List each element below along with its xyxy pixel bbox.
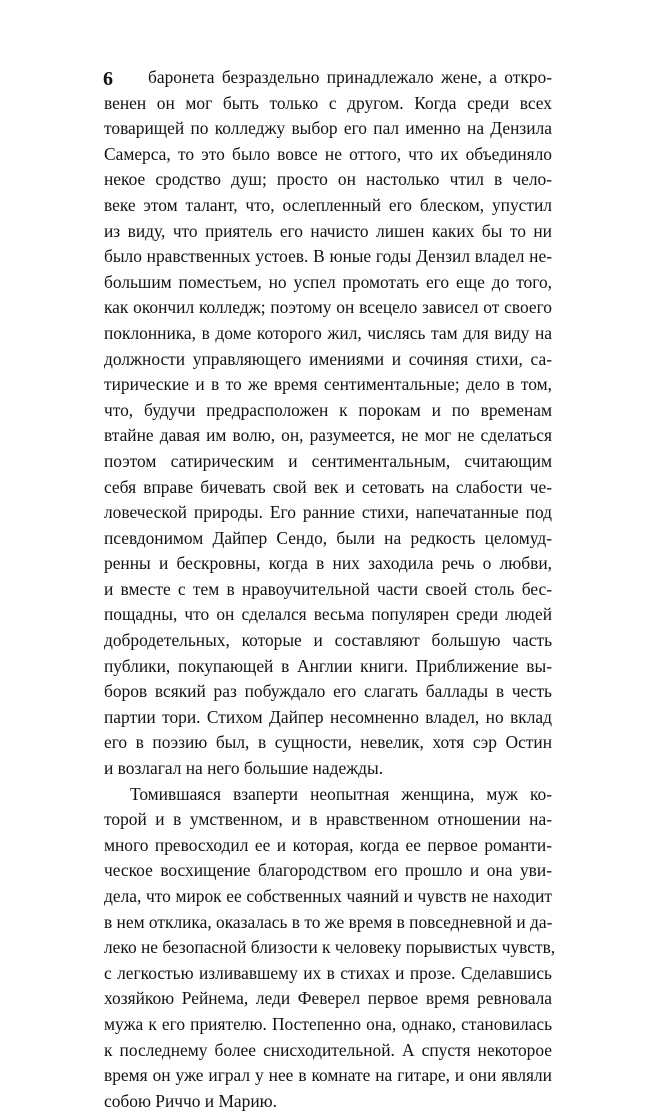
text-line: торой и в умственном, и в нравственном отношении на- (104, 809, 552, 830)
text-line: публики, покупающей в Англии книги. Приближение вы- (104, 655, 552, 676)
text-line: баронета безраздельно принадлежало жене, а откро- (148, 67, 552, 87)
text-line: Томившаяся взаперти неопытная женщина, муж ко- (130, 783, 552, 804)
text-line: товарищей по колледжу выбор его пал именно на Дензила (104, 118, 552, 139)
text-line: из виду, что приятель его начисто лишен каких бы то ни (104, 220, 552, 241)
text-line: поэтом сатирическим и сентиментальным, считающим (104, 450, 552, 471)
text-line: и вместе с тем в нравоучительной части своей столь бес- (104, 578, 552, 599)
text-line: поклонника, в доме которого жил, числясь там для виду на (104, 322, 552, 343)
text-line: в нем отклика, оказалась в то же время в повседневной и да- (104, 911, 553, 932)
text-line: как окончил колледж; поэтому он всецело зависел от своего (104, 297, 552, 318)
text-line: время он уже играл у нее в комнате на гитаре, и они являли (104, 1065, 552, 1086)
text-line: себя вправе бичевать свой век и сетовать на слабости че- (104, 476, 552, 497)
text-line: ренны и бескровны, когда в них заходила речь о любви, (104, 553, 552, 574)
text-line: что, будучи предрасположен к порокам и по временам (104, 399, 552, 420)
text-line: с легкостью изливавшему их в стихах и прозе. Сделавшись (104, 962, 552, 983)
text-line: Самерса, то это было вовсе не оттого, что их объединяло (104, 143, 552, 164)
text-line: его в поэзию был, в сущности, невелик, хотя сэр Остин (104, 732, 552, 753)
text-line: веке этом талант, что, ослепленный его блеском, упустил (104, 194, 552, 215)
text-line: дела, что мирок ее собственных чаяний и чувств не находит (104, 886, 552, 906)
text-line: венен он мог быть только с другом. Когда среди всех (104, 92, 552, 113)
body-text (104, 65, 556, 1114)
text-line: большим поместьем, но успел промотать его еще до того, (104, 271, 552, 292)
text-line: мужа к его приятелю. Постепенно она, однако, становилась (104, 1013, 552, 1034)
text-line: леко не безопасной близости к человеку порывистых чувств, (104, 937, 556, 958)
text-line: и возлагал на него большие надежды. (104, 758, 384, 779)
text-line: втайне давая им волю, он, разумеется, не мог не сделаться (104, 425, 552, 446)
text-line: боров всякий раз побуждало его слагать баллады в честь (104, 681, 552, 702)
text-line: тирические и в то же время сентиментальные; дело в том, (104, 374, 552, 395)
text-line: псевдонимом Дайпер Сендо, были на редкость целомуд- (104, 527, 552, 548)
text-line: собою Риччо и Марию. (104, 1090, 277, 1111)
text-line: партии тори. Стихом Дайпер несомненно владел, но вклад (104, 706, 552, 727)
text-line: много превосходил ее и которая, когда ее первое романти- (104, 834, 552, 855)
text-line: некое сродство душ; просто он настолько чтил в чело- (104, 169, 552, 190)
text-line: ческое восхищение благородством его прошло и она уви- (104, 860, 552, 881)
text-line: к последнему более снисходительной. А спустя некоторое (104, 1039, 552, 1060)
text-line: добродетельных, которые и составляют большую часть (104, 630, 552, 651)
text-line: должности управляющего имениями и сочиняя стихи, са- (104, 348, 552, 369)
text-line: хозяйкою Рейнема, леди Феверел первое время ревновала (104, 988, 552, 1009)
text-line: пощадны, что он сделался весьма популярен среди людей (104, 604, 552, 625)
page-number: 6 (103, 68, 113, 90)
text-line: было нравственных устоев. В юные годы Дензил владел не- (104, 246, 552, 267)
text-line: ловеческой природы. Его ранние стихи, напечатанные под (104, 502, 552, 523)
